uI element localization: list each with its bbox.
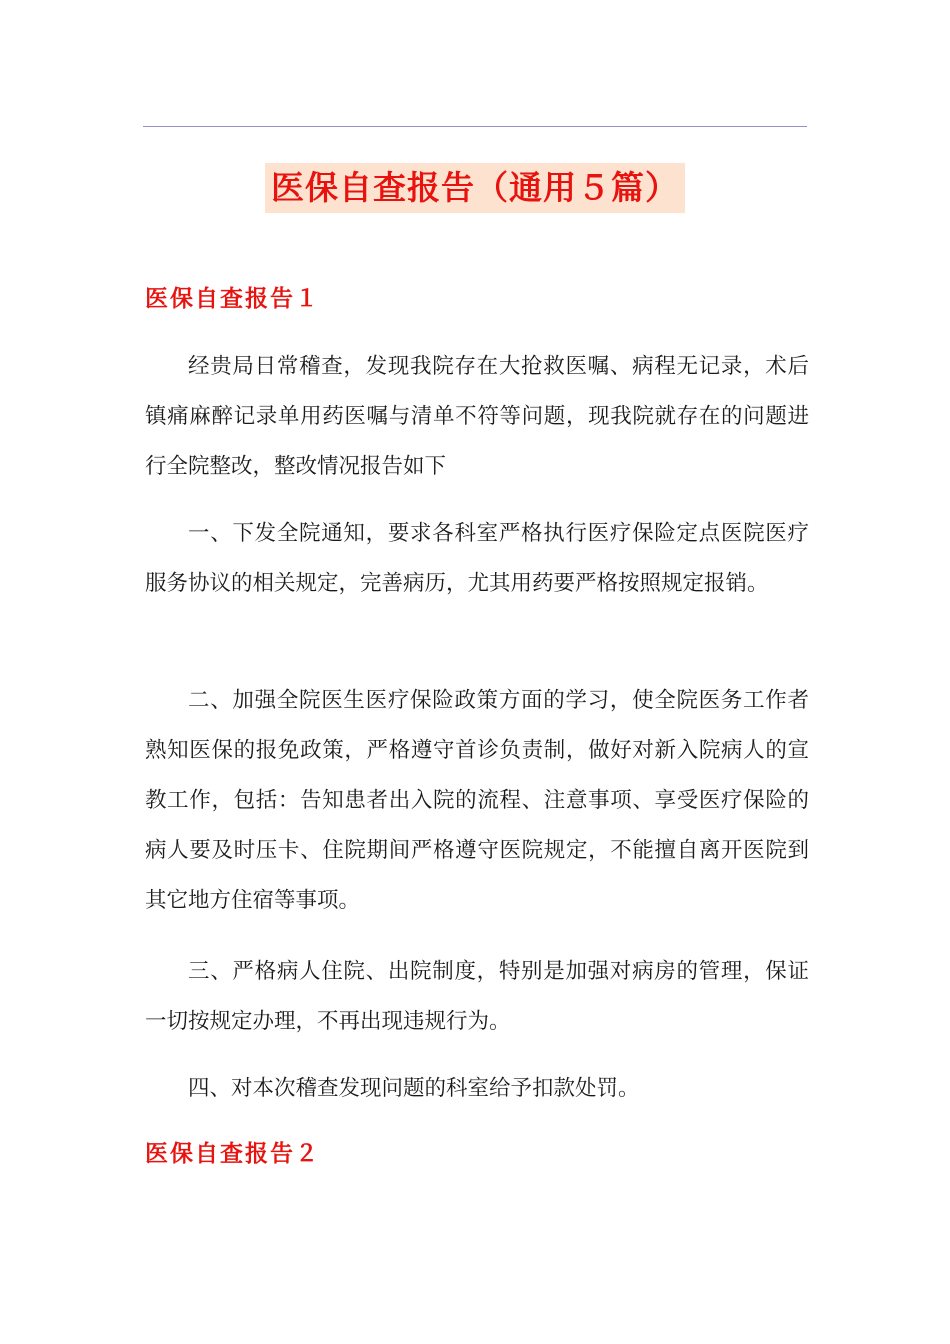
header-rule — [143, 126, 807, 127]
paragraph-item-4: 四、对本次稽查发现问题的科室给予扣款处罚。 — [188, 1076, 640, 1101]
paragraph-item-3: 三、严格病人住院、出院制度，特别是加强对病房的管理，保证一切按规定办理，不再出现违规行为。 — [145, 959, 809, 1034]
section-heading-2: 医保自查报告２ — [145, 1141, 320, 1167]
section-heading-1: 医保自查报告１ — [145, 286, 320, 312]
paragraph-intro: 经贵局日常稽查，发现我院存在大抢救医嘱、病程无记录，术后镇痛麻醉记录单用药医嘱与清单不符等问题，现我院就存在的问题进行全院整改，整改情况报告如下 — [145, 354, 809, 479]
title-block — [0, 163, 950, 213]
paragraph-item-2: 二、加强全院医生医疗保险政策方面的学习，使全院医务工作者熟知医保的报免政策，严格遵守首诊负责制，做好对新入院病人的宣教工作，包括：告知患者出入院的流程、注意事项、享受医疗保险的病人要及时压卡、住院期间严格遵守医院规定，不能擅自离开医院到其它地方住宿等事项。 — [145, 688, 809, 913]
document-title: 医保自查报告（通用５篇） — [265, 163, 685, 213]
paragraph-item-1: 一、下发全院通知，要求各科室严格执行医疗保险定点医院医疗服务协议的相关规定，完善病历，尤其用药要严格按照规定报销。 — [145, 521, 809, 596]
